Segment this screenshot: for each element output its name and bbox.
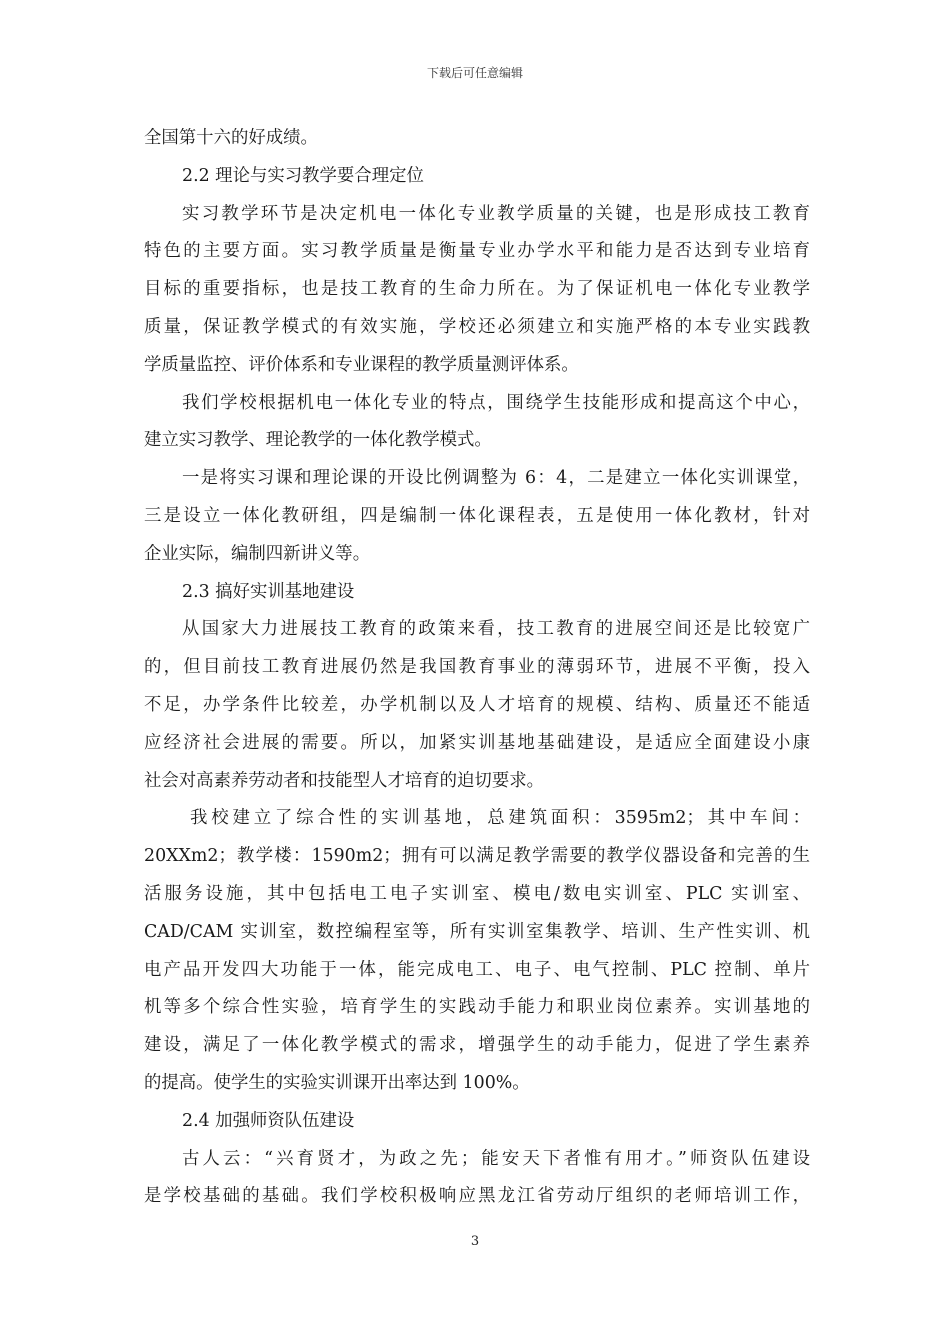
paragraph-line: 我们学校根据机电一体化专业的特点，围绕学生技能形成和提高这个中心，	[182, 392, 810, 413]
section-heading-2-4: 2.4 加强师资队伍建设	[182, 1110, 355, 1131]
paragraph-line: 一是将实习课和理论课的开设比例调整为 6：4，二是建立一体化实训课堂，	[182, 468, 810, 489]
paragraph-line: 全国第十六的好成绩。	[144, 128, 318, 148]
paragraph-line: 目标的重要指标，也是技工教育的生命力所在。为了保证机电一体化专业教学	[144, 279, 810, 300]
document-body	[144, 120, 810, 1216]
paragraph-line: 实习教学环节是决定机电一体化专业教学质量的关键，也是形成技工教育	[182, 203, 810, 224]
paragraph-line: 机等多个综合性实验，培育学生的实践动手能力和职业岗位素养。实训基地的	[144, 997, 810, 1018]
paragraph-line: 企业实际，编制四新讲义等。	[144, 543, 371, 564]
section-heading-2-3: 2.3 搞好实训基地建设	[182, 581, 355, 602]
paragraph-line: 学质量监控、评价体系和专业课程的教学质量测评体系。	[144, 354, 579, 375]
paragraph-line: 建设，满足了一体化教学模式的需求，增强学生的动手能力，促进了学生素养	[144, 1035, 810, 1056]
paragraph-line: CAD/CAM 实训室，数控编程室等，所有实训室集教学、培训、生产性实训、机	[144, 921, 810, 942]
paragraph-line: 三是设立一体化教研组，四是编制一体化课程表，五是使用一体化教材，针对	[144, 505, 810, 526]
paragraph-line: 20XXm2；教学楼：1590m2；拥有可以满足教学需要的教学仪器设备和完善的生	[144, 846, 810, 867]
paragraph-line: 社会对高素养劳动者和技能型人才培育的迫切要求。	[144, 770, 544, 791]
paragraph-line: 从国家大力进展技工教育的政策来看，技工教育的进展空间还是比较宽广	[182, 619, 810, 640]
section-heading-2-2: 2.2 理论与实习教学要合理定位	[182, 165, 424, 186]
page-number: 3	[470, 1234, 480, 1249]
paragraph-line: 的提高。使学生的实验实训课开出率达到 100%。	[144, 1072, 530, 1093]
paragraph-line: 古人云：“兴育贤才，为政之先；能安天下者惟有用才。”师资队伍建设	[182, 1148, 810, 1169]
paragraph-line: 是学校基础的基础。我们学校积极响应黑龙江省劳动厅组织的老师培训工作，	[144, 1186, 810, 1207]
paragraph-line: 特色的主要方面。实习教学质量是衡量专业办学水平和能力是否达到专业培育	[144, 241, 810, 262]
paragraph-line: 我校建立了综合性的实训基地，总建筑面积：3595m2；其中车间：	[190, 808, 810, 829]
paragraph-line: 电产品开发四大功能于一体，能完成电工、电子、电气控制、PLC 控制、单片	[144, 959, 810, 980]
paragraph-line: 建立实习教学、理论教学的一体化教学模式。	[144, 430, 492, 451]
paragraph-line: 应经济社会进展的需要。所以，加紧实训基地基础建设，是适应全面建设小康	[144, 732, 810, 753]
page-header: 下载后可任意编辑	[426, 66, 523, 80]
paragraph-line: 活服务设施，其中包括电工电子实训室、模电/数电实训室、PLC 实训室、	[144, 883, 810, 904]
paragraph-line: 的，但目前技工教育进展仍然是我国教育事业的薄弱环节，进展不平衡，投入	[144, 657, 810, 678]
paragraph-line: 不足，办学条件比较差，办学机制以及人才培育的规模、结构、质量还不能适	[144, 694, 810, 715]
paragraph-line: 质量，保证教学模式的有效实施，学校还必须建立和实施严格的本专业实践教	[144, 316, 810, 337]
